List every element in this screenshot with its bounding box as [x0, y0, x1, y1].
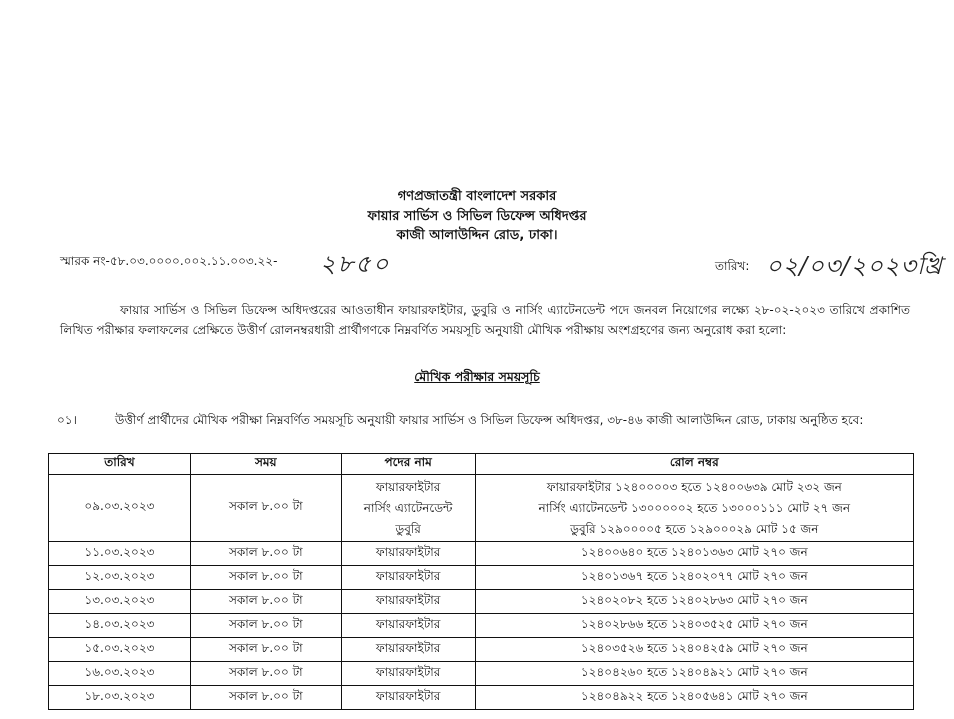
cell-roll: ১২৪০২০৮২ হতে ১২৪০২৮৬৩ মোট ২৭০ জন	[475, 590, 913, 614]
cell-date: ১১.০৩.২০২৩	[49, 542, 191, 566]
table-row	[49, 638, 914, 662]
cell-post: ফায়ারফাইটার	[341, 590, 475, 614]
list-item	[57, 412, 912, 429]
date-label: তারিখ:	[715, 259, 750, 273]
table-row	[49, 662, 914, 686]
cell-date: ১২.০৩.২০২৩	[49, 566, 191, 590]
cell-post: ফায়ারফাইটার	[341, 638, 475, 662]
department-address: কাজী আলাউদ্দিন রোড, ঢাকা।	[396, 228, 558, 243]
section-title-text: মৌখিক পরীক্ষার সময়সূচি	[414, 369, 540, 384]
table-header-row	[49, 454, 914, 475]
section-title	[0, 366, 954, 389]
cell-post: ফায়ারফাইটার	[341, 662, 475, 686]
post-line: নার্সিং এ্যাটেনডেন্ট	[363, 500, 453, 515]
cell-posts	[341, 475, 475, 542]
cell-date: ১৬.০৩.২০২৩	[49, 662, 191, 686]
cell-date: ১৮.০৩.২০২৩	[49, 686, 191, 710]
cell-date: ১৫.০৩.২০২৩	[49, 638, 191, 662]
cell-post: ফায়ারফাইটার	[341, 686, 475, 710]
table-row	[49, 614, 914, 638]
header-post: পদের নাম	[341, 454, 475, 475]
table-row	[49, 686, 914, 710]
cell-time: সকাল ৮.০০ টা	[190, 542, 341, 566]
roll-line: নার্সিং এ্যাটেনডেন্ট ১৩০০০০০২ হতে ১৩০০০১১১ মোট ২৭ জন	[538, 500, 851, 515]
cell-time: সকাল ৮.০০ টা	[190, 686, 341, 710]
cell-roll: ১২৪০৪৯২২ হতে ১২৪০৫৬৪১ মোট ২৭০ জন	[475, 686, 913, 710]
notice-paragraph: ফায়ার সার্ভিস ও সিভিল ডিফেন্স অধিদপ্তরের আওতাধীন ফায়ারফাইটার, ডুবুরি ও নার্সিং এ্যাটেনডেন্ট পদে জনবল নিয়োগের লক্ষ্যে ২৮-০২-২০২৩ তারিখে প্রকাশিত লিখিত পরীক্ষার ফলাফলের প্রেক্ষিতে উত্তীর্ণ রোলনম্বরধারী প্রার্থীগণকে নিম্নবর্ণিত সময়সূচি অনুযায়ী মৌখিক পরীক্ষায় অংশগ্রহণের জন্য অনুরোধ করা হলো:	[60, 303, 910, 337]
cell-roll: ১২৪০৩৫২৬ হতে ১২৪০৪২৫৯ মোট ২৭০ জন	[475, 638, 913, 662]
header-time: সময়	[190, 454, 341, 475]
department-name: ফায়ার সার্ভিস ও সিভিল ডিফেন্স অধিদপ্তর	[367, 208, 587, 224]
roll-line: ডুবুরি ১২৯০০০০৫ হতে ১২৯০০০২৯ মোট ১৫ জন	[570, 521, 819, 536]
cell-roll: ১২৪০২৮৬৬ হতে ১২৪০৩৫২৫ মোট ২৭০ জন	[475, 614, 913, 638]
cell-time: সকাল ৮.০০ টা	[190, 638, 341, 662]
cell-post: ফায়ারফাইটার	[341, 542, 475, 566]
header-roll: রোল নম্বর	[475, 454, 913, 475]
cell-roll: ১২৪০১৩৬৭ হতে ১২৪০২০৭৭ মোট ২৭০ জন	[475, 566, 913, 590]
table-row	[49, 475, 914, 542]
cell-time: সকাল ৮.০০ টা	[190, 566, 341, 590]
letterhead	[0, 187, 954, 246]
cell-rolls	[475, 475, 913, 542]
cell-date: ১৪.০৩.২০২৩	[49, 614, 191, 638]
cell-time: সকাল ৮.০০ টা	[190, 662, 341, 686]
table-row	[49, 542, 914, 566]
cell-roll: ১২৪০৪২৬০ হতে ১২৪০৪৯২১ মোট ২৭০ জন	[475, 662, 913, 686]
item-number: ০১।	[57, 413, 77, 427]
table-row	[49, 566, 914, 590]
government-name: গণপ্রজাতন্ত্রী বাংলাদেশ সরকার	[397, 189, 557, 204]
roll-line: ফায়ারফাইটার ১২৪০০০০৩ হতে ১২৪০০৬৩৯ মোট ২৩২ জন	[546, 479, 842, 494]
cell-roll: ১২৪০০৬৪০ হতে ১২৪০১৩৬৩ মোট ২৭০ জন	[475, 542, 913, 566]
cell-post: ফায়ারফাইটার	[341, 614, 475, 638]
cell-date: ১৩.০৩.২০২৩	[49, 590, 191, 614]
item-text: উত্তীর্ণ প্রার্থীদের মৌখিক পরীক্ষা নিম্নবর্ণিত সময়সূচি অনুযায়ী ফায়ার সার্ভিস ও সিভিল ডিফেন্স অধিদপ্তর, ৩৮-৪৬ কাজী আলাউদ্দিন রোড, ঢাকায় অনুষ্ঠিত হবে:	[115, 413, 864, 427]
handwritten-memo-number: ২৮৫০	[320, 250, 391, 278]
cell-time: সকাল ৮.০০ টা	[190, 475, 341, 542]
header-date: তারিখ	[49, 454, 191, 475]
cell-date: ০৯.০৩.২০২৩	[49, 475, 191, 542]
memo-number-label: স্মারক নং-৫৮.০৩.০০০০.০০২.১১.০০৩.২২-	[60, 254, 278, 268]
cell-time: সকাল ৮.০০ টা	[190, 590, 341, 614]
cell-time: সকাল ৮.০০ টা	[190, 614, 341, 638]
handwritten-date: ০২/০৩/২০২৩খ্রি	[766, 252, 943, 280]
table-row	[49, 590, 914, 614]
schedule-table	[48, 453, 914, 710]
post-line: ফায়ারফাইটার	[375, 479, 441, 494]
cell-post: ফায়ারফাইটার	[341, 566, 475, 590]
post-line: ডুবুরি	[395, 521, 421, 536]
